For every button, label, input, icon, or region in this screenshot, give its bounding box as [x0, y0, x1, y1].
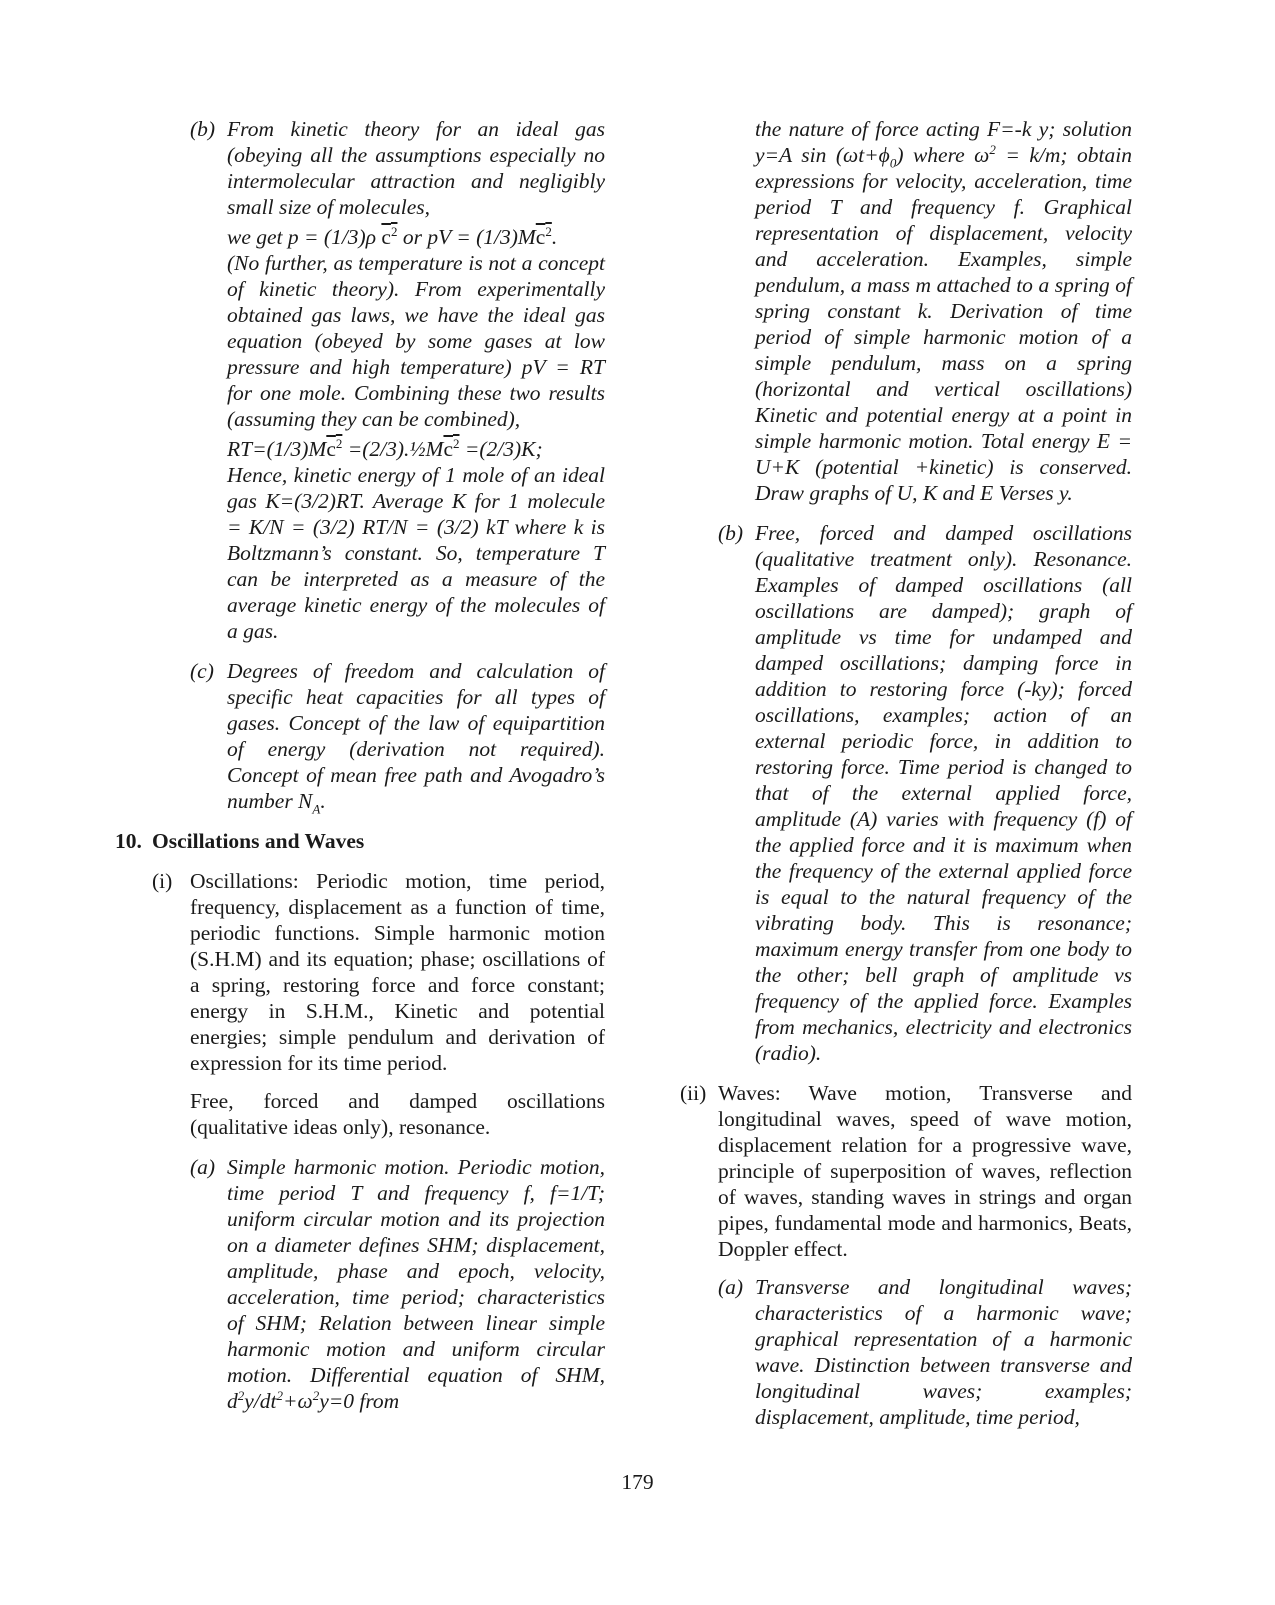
subscript: A — [312, 801, 321, 817]
text: ) where ω — [896, 143, 990, 167]
paragraph — [227, 1154, 605, 1414]
paragraph: Oscillations: Periodic motion, time period, frequency, displacement as a function of time, periodic functions. Simple harmonic motion (S.H.M) and its equation; phase; oscillations of a spring, restoring force and force constant; energy in S.H.M., Kinetic and potential energies; simple pendulum and derivation of expression for its time period. — [190, 869, 605, 1075]
item-ii-waves — [680, 1080, 1132, 1262]
c-bar: $c^2$ — [443, 435, 460, 461]
page-number: 179 — [621, 1470, 654, 1494]
continuation-paragraph — [680, 116, 1132, 506]
text: (No further, as temperature is not a concept of kinetic theory). From experimentally obtained gas laws, we have the ideal gas equation (obeyed by some gases at low pressure and high temperature) pV = RT for one mole. Combining these two results (assuming they can be combined), — [227, 251, 605, 431]
item-i-oscillations — [115, 868, 605, 1076]
text: RT=(1/3)M — [227, 437, 327, 461]
paragraph: Transverse and longitudinal waves; characteristics of a harmonic wave; graphical representation of a harmonic wave. Distinction between transverse and longitudinal waves; examples; displacement, amplitude, time period, — [755, 1275, 1132, 1429]
text: Hence, kinetic energy of 1 mole of an ideal gas K=(3/2)RT. Average K for 1 molecule = K/N = (3/2) RT/N = (3/2) kT where k is Boltzmann’s constant. So, temperature T can be interpreted as a measure of the average kinetic energy of the molecules of a gas. — [227, 463, 605, 643]
item-label: (a) — [718, 1275, 744, 1299]
item-a-transverse-longitudinal — [718, 1274, 1132, 1430]
superscript: 2 — [276, 1387, 283, 1403]
left-column — [115, 116, 605, 1424]
paragraph-free-forced: Free, forced and damped oscillations (qualitative ideas only), resonance. — [190, 1089, 605, 1139]
paragraph — [227, 462, 605, 644]
section-heading — [115, 828, 605, 854]
text: the nature of force acting F=-k y; solution y=A sin (ωt+ϕ — [755, 117, 1132, 167]
text: . — [320, 789, 326, 813]
item-label: (b) — [190, 117, 216, 141]
item-c-degrees-of-freedom — [190, 658, 605, 817]
item-b-kinetic-theory — [190, 116, 605, 644]
text: =(2/3).½M — [342, 437, 444, 461]
superscript: 2 — [237, 1387, 245, 1403]
item-b-free-forced-damped — [718, 520, 1132, 1066]
text: =(2/3)K; — [459, 437, 543, 461]
paragraph — [227, 250, 605, 432]
section-title: Oscillations and Waves — [152, 829, 365, 853]
text: c — [326, 437, 336, 461]
paragraph: Waves: Wave motion, Transverse and longitudinal waves, speed of wave motion, displacement relation for a progressive wave, principle of superposition of waves, reflection of waves, standing waves in strings and organ pipes, fundamental mode and harmonics, Beats, Doppler effect. — [718, 1081, 1132, 1261]
subscript: 0 — [889, 155, 897, 171]
item-label: (a) — [190, 1155, 216, 1179]
equation-line — [227, 224, 605, 250]
item-label: (i) — [152, 869, 173, 893]
superscript: 2 — [989, 141, 996, 157]
text: c — [443, 437, 453, 461]
paragraph — [227, 658, 605, 817]
text: From kinetic theory for an ideal gas (obeying all the assumptions especially no intermolecular attraction and negligibly small size of molecules, — [227, 117, 605, 219]
text: Simple harmonic motion. Periodic motion, time period T and frequency f, f=1/T; uniform circular motion and its projection on a diameter defines SHM; displacement, amplitude, phase and epoch, velocity, acceleration, time period; characteristics of SHM; Relation between linear simple harmonic motion and uniform circular motion. Differential equation of SHM, d — [227, 1155, 605, 1413]
item-label: (ii) — [680, 1081, 707, 1105]
c-bar: $c^2$ — [381, 223, 398, 249]
text: or pV = (1/3)M — [397, 225, 536, 249]
text: c — [381, 225, 391, 249]
text: +ω — [283, 1389, 313, 1413]
item-label: (c) — [190, 659, 214, 683]
superscript: 2 — [312, 1387, 320, 1403]
c-bar: $c^2$ — [535, 223, 552, 249]
equation-line — [227, 436, 605, 462]
text: y=0 from — [319, 1389, 400, 1413]
paragraph: Free, forced and damped oscillations (qualitative treatment only). Resonance. Examples of damped oscillations (all oscillations are damped); graph of amplitude vs time for undamped and damped oscillations; damping force in addition to restoring force (-ky); forced oscillations, examples; action of an external periodic force, in addition to restoring force. Time period is changed to that of the external applied force, amplitude (A) varies with frequency (f) of the applied force and it is maximum when the frequency of the external applied force is equal to the natural frequency of the vibrating body. This is resonance; maximum energy transfer from one body to the other; bell graph of amplitude vs frequency of the applied force. Examples from mechanics, electricity and electronics (radio). — [755, 521, 1132, 1065]
text: we get p = (1/3)ρ — [227, 225, 377, 249]
right-column — [680, 116, 1132, 1440]
paragraph — [227, 116, 605, 220]
c-bar: $c^2$ — [326, 435, 343, 461]
text: Degrees of freedom and calculation of specific heat capacities for all types of gases. Concept of the law of equipartition of energy (derivation not required). Concept of mean free path and Avogadro’s number N — [227, 659, 605, 813]
item-label: (b) — [718, 521, 744, 545]
text: . — [551, 225, 558, 249]
text: y/dt — [244, 1389, 277, 1413]
text: = k/m; obtain expressions for velocity, acceleration, time period T and frequency f. Graphical representation of displacement, velocity and acceleration. Examples, simple pendulum, a mass m attached to a spring of spring constant k. Derivation of time period of simple harmonic motion of a simple pendulum, mass on a spring (horizontal and vertical oscillations) Kinetic and potential energy at a point in simple harmonic motion. Total energy E = U+K (potential +kinetic) is conserved. Draw graphs of U, K and E Verses y. — [755, 143, 1132, 505]
text: c — [535, 225, 546, 249]
section-number: 10. — [115, 829, 142, 853]
item-a-simple-harmonic-motion — [190, 1154, 605, 1414]
